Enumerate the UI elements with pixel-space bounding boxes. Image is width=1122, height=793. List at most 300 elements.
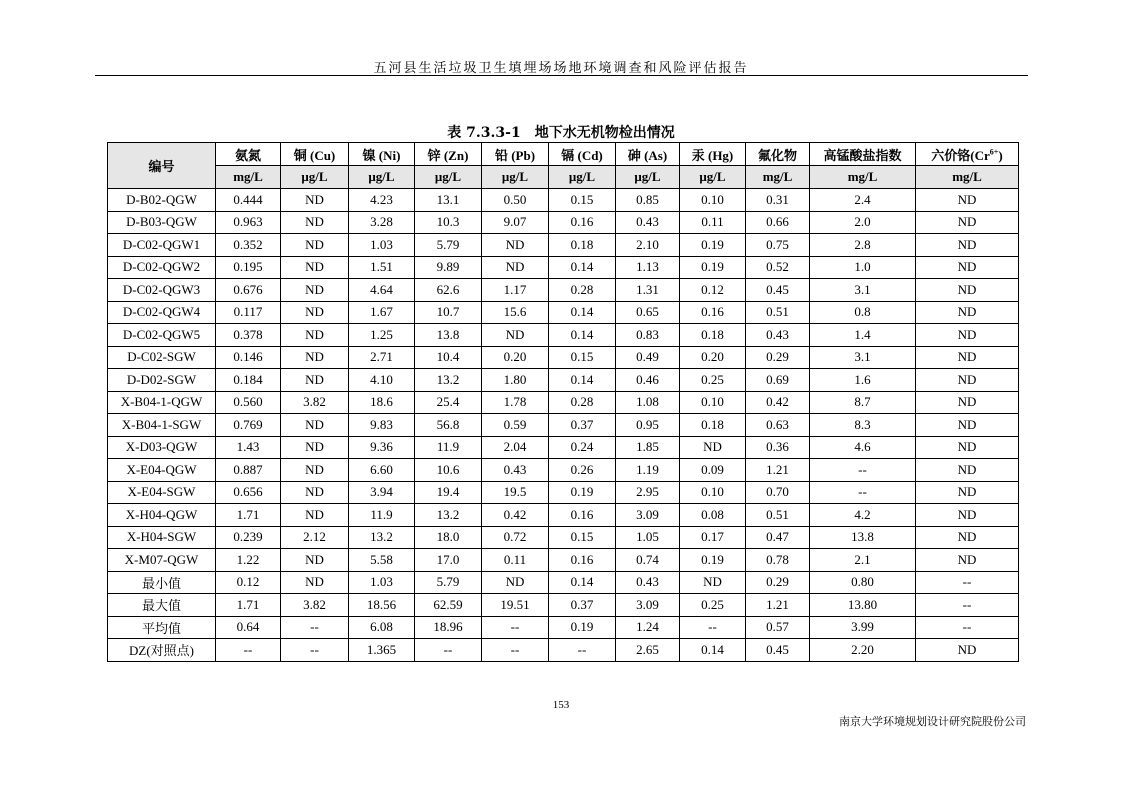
value-cell: 0.19 bbox=[549, 481, 616, 504]
value-cell: 1.03 bbox=[349, 234, 415, 257]
value-cell: 0.95 bbox=[616, 414, 680, 437]
column-header-unit: μg/L bbox=[680, 166, 746, 189]
column-header-unit: μg/L bbox=[281, 166, 349, 189]
column-name-text: 锌 (Zn) bbox=[427, 147, 469, 163]
column-name-text: 六价铬(Cr bbox=[931, 147, 990, 163]
column-name-text: 汞 (Hg) bbox=[691, 147, 734, 163]
value-cell: 25.4 bbox=[415, 391, 482, 414]
value-cell: 1.67 bbox=[349, 301, 415, 324]
document-header-title: 五河县生活垃圾卫生填埋场场地环境调查和风险评估报告 bbox=[373, 61, 749, 76]
value-cell: 0.72 bbox=[482, 526, 549, 549]
value-cell: 0.37 bbox=[549, 414, 616, 437]
value-cell: 0.15 bbox=[549, 346, 616, 369]
column-header-unit: mg/L bbox=[216, 166, 281, 189]
value-cell: 3.09 bbox=[616, 504, 680, 527]
value-cell: ND bbox=[916, 301, 1019, 324]
value-cell: 18.0 bbox=[415, 526, 482, 549]
table-row bbox=[108, 571, 1019, 594]
value-cell: 0.37 bbox=[549, 594, 616, 617]
sample-id-cell: 最大值 bbox=[108, 594, 216, 617]
value-cell: ND bbox=[281, 481, 349, 504]
value-cell: 0.20 bbox=[680, 346, 746, 369]
column-header-name bbox=[810, 143, 916, 166]
value-cell: 19.5 bbox=[482, 481, 549, 504]
value-cell: ND bbox=[281, 549, 349, 572]
value-cell: 5.58 bbox=[349, 549, 415, 572]
value-cell: ND bbox=[281, 324, 349, 347]
value-cell: 1.24 bbox=[616, 616, 680, 639]
value-cell: 9.36 bbox=[349, 436, 415, 459]
column-header-name bbox=[281, 143, 349, 166]
value-cell: 13.80 bbox=[810, 594, 916, 617]
column-name-text: 铅 (Pb) bbox=[494, 147, 536, 163]
column-header-id: 编号 bbox=[108, 143, 216, 189]
table-row bbox=[108, 459, 1019, 482]
value-cell: ND bbox=[916, 369, 1019, 392]
value-cell: 0.47 bbox=[746, 526, 810, 549]
value-cell: ND bbox=[281, 571, 349, 594]
value-cell: 13.2 bbox=[415, 504, 482, 527]
sample-id-cell: D-B03-QGW bbox=[108, 211, 216, 234]
value-cell: ND bbox=[916, 459, 1019, 482]
value-cell: ND bbox=[281, 279, 349, 302]
value-cell: -- bbox=[482, 616, 549, 639]
column-header-unit: μg/L bbox=[482, 166, 549, 189]
value-cell: 56.8 bbox=[415, 414, 482, 437]
value-cell: 4.23 bbox=[349, 189, 415, 212]
table-row bbox=[108, 391, 1019, 414]
sample-id-cell: D-C02-QGW5 bbox=[108, 324, 216, 347]
sample-id-cell: X-H04-QGW bbox=[108, 504, 216, 527]
value-cell: 0.63 bbox=[746, 414, 810, 437]
value-cell: 13.1 bbox=[415, 189, 482, 212]
column-header-name bbox=[680, 143, 746, 166]
table-row bbox=[108, 256, 1019, 279]
value-cell: 1.71 bbox=[216, 504, 281, 527]
value-cell: ND bbox=[482, 234, 549, 257]
value-cell: ND bbox=[680, 571, 746, 594]
table-row bbox=[108, 324, 1019, 347]
value-cell: 0.29 bbox=[746, 571, 810, 594]
value-cell: 10.6 bbox=[415, 459, 482, 482]
value-cell: 0.20 bbox=[482, 346, 549, 369]
value-cell: 0.24 bbox=[549, 436, 616, 459]
table-row bbox=[108, 639, 1019, 662]
value-cell: 0.36 bbox=[746, 436, 810, 459]
column-header-unit: mg/L bbox=[746, 166, 810, 189]
sample-id-cell: X-B04-1-QGW bbox=[108, 391, 216, 414]
value-cell: 0.29 bbox=[746, 346, 810, 369]
value-cell: 0.14 bbox=[549, 571, 616, 594]
value-cell: 0.16 bbox=[549, 504, 616, 527]
value-cell: ND bbox=[281, 211, 349, 234]
value-cell: 0.14 bbox=[549, 324, 616, 347]
value-cell: -- bbox=[216, 639, 281, 662]
value-cell: 0.10 bbox=[680, 391, 746, 414]
value-cell: 9.89 bbox=[415, 256, 482, 279]
value-cell: 3.82 bbox=[281, 391, 349, 414]
value-cell: 2.95 bbox=[616, 481, 680, 504]
value-cell: ND bbox=[916, 526, 1019, 549]
value-cell: 0.14 bbox=[549, 369, 616, 392]
value-cell: 1.0 bbox=[810, 256, 916, 279]
value-cell: ND bbox=[916, 436, 1019, 459]
value-cell: 0.444 bbox=[216, 189, 281, 212]
value-cell: 5.79 bbox=[415, 571, 482, 594]
value-cell: 1.25 bbox=[349, 324, 415, 347]
table-row bbox=[108, 279, 1019, 302]
column-header-unit: μg/L bbox=[415, 166, 482, 189]
value-cell: 1.4 bbox=[810, 324, 916, 347]
value-cell: -- bbox=[281, 639, 349, 662]
value-cell: 0.28 bbox=[549, 391, 616, 414]
value-cell: 0.75 bbox=[746, 234, 810, 257]
value-cell: ND bbox=[281, 301, 349, 324]
value-cell: 0.14 bbox=[549, 256, 616, 279]
sample-id-cell: X-M07-QGW bbox=[108, 549, 216, 572]
value-cell: 1.6 bbox=[810, 369, 916, 392]
value-cell: 1.05 bbox=[616, 526, 680, 549]
column-header-name bbox=[549, 143, 616, 166]
value-cell: 1.43 bbox=[216, 436, 281, 459]
value-cell: 0.12 bbox=[680, 279, 746, 302]
value-cell: 0.80 bbox=[810, 571, 916, 594]
header-row-units bbox=[108, 166, 1019, 189]
value-cell: 1.21 bbox=[746, 594, 810, 617]
sample-id-cell: X-E04-QGW bbox=[108, 459, 216, 482]
sample-id-cell: D-C02-QGW2 bbox=[108, 256, 216, 279]
value-cell: ND bbox=[916, 549, 1019, 572]
value-cell: 9.07 bbox=[482, 211, 549, 234]
value-cell: 2.0 bbox=[810, 211, 916, 234]
value-cell: 2.20 bbox=[810, 639, 916, 662]
value-cell: 8.7 bbox=[810, 391, 916, 414]
column-name-text: 砷 (As) bbox=[627, 147, 668, 163]
value-cell: 0.50 bbox=[482, 189, 549, 212]
value-cell: ND bbox=[281, 504, 349, 527]
table-row bbox=[108, 594, 1019, 617]
sample-id-cell: X-B04-1-SGW bbox=[108, 414, 216, 437]
value-cell: 0.28 bbox=[549, 279, 616, 302]
value-cell: 3.99 bbox=[810, 616, 916, 639]
sample-id-cell: D-B02-QGW bbox=[108, 189, 216, 212]
value-cell: ND bbox=[281, 414, 349, 437]
value-cell: 62.59 bbox=[415, 594, 482, 617]
value-cell: -- bbox=[482, 639, 549, 662]
value-cell: 0.12 bbox=[216, 571, 281, 594]
value-cell: 3.94 bbox=[349, 481, 415, 504]
value-cell: 0.51 bbox=[746, 504, 810, 527]
sample-id-cell: X-D03-QGW bbox=[108, 436, 216, 459]
groundwater-inorganic-table bbox=[107, 142, 1019, 662]
value-cell: 0.10 bbox=[680, 189, 746, 212]
value-cell: ND bbox=[281, 436, 349, 459]
value-cell: 0.19 bbox=[680, 256, 746, 279]
table-row bbox=[108, 211, 1019, 234]
value-cell: ND bbox=[482, 256, 549, 279]
value-cell: ND bbox=[281, 234, 349, 257]
value-cell: 13.2 bbox=[415, 369, 482, 392]
value-cell: 0.78 bbox=[746, 549, 810, 572]
value-cell: 0.66 bbox=[746, 211, 810, 234]
value-cell: 19.4 bbox=[415, 481, 482, 504]
value-cell: 3.28 bbox=[349, 211, 415, 234]
table-row bbox=[108, 549, 1019, 572]
footer-company: 南京大学环境规划设计研究院股份公司 bbox=[839, 715, 1026, 728]
value-cell: 18.6 bbox=[349, 391, 415, 414]
value-cell: 0.42 bbox=[482, 504, 549, 527]
value-cell: 1.13 bbox=[616, 256, 680, 279]
table-row bbox=[108, 234, 1019, 257]
value-cell: 0.08 bbox=[680, 504, 746, 527]
value-cell: ND bbox=[916, 279, 1019, 302]
value-cell: -- bbox=[810, 459, 916, 482]
header-rule bbox=[95, 75, 1028, 76]
page-number: 153 bbox=[552, 699, 570, 711]
value-cell: ND bbox=[916, 391, 1019, 414]
value-cell: 18.96 bbox=[415, 616, 482, 639]
column-name-suffix: ) bbox=[998, 147, 1003, 163]
value-cell: 2.04 bbox=[482, 436, 549, 459]
table-row bbox=[108, 346, 1019, 369]
value-cell: -- bbox=[916, 571, 1019, 594]
column-name-text: 镉 (Cd) bbox=[561, 147, 603, 163]
table-body bbox=[108, 189, 1019, 662]
value-cell: 0.52 bbox=[746, 256, 810, 279]
table-caption: 表 7.3.3-1 地下水无机物检出情况 bbox=[447, 125, 675, 141]
value-cell: -- bbox=[916, 616, 1019, 639]
sample-id-cell: 最小值 bbox=[108, 571, 216, 594]
column-name-superscript: 6+ bbox=[989, 147, 999, 157]
value-cell: -- bbox=[281, 616, 349, 639]
value-cell: 2.10 bbox=[616, 234, 680, 257]
value-cell: 0.19 bbox=[549, 616, 616, 639]
value-cell: 11.9 bbox=[349, 504, 415, 527]
value-cell: ND bbox=[482, 324, 549, 347]
value-cell: ND bbox=[916, 256, 1019, 279]
value-cell: 2.1 bbox=[810, 549, 916, 572]
value-cell: 0.43 bbox=[616, 571, 680, 594]
value-cell: 0.16 bbox=[549, 549, 616, 572]
table-row bbox=[108, 481, 1019, 504]
value-cell: 0.25 bbox=[680, 369, 746, 392]
column-name-text: 氟化物 bbox=[757, 147, 797, 163]
value-cell: 1.19 bbox=[616, 459, 680, 482]
value-cell: 0.43 bbox=[482, 459, 549, 482]
value-cell: 5.79 bbox=[415, 234, 482, 257]
value-cell: 1.03 bbox=[349, 571, 415, 594]
value-cell: 0.14 bbox=[549, 301, 616, 324]
value-cell: 0.18 bbox=[680, 414, 746, 437]
value-cell: ND bbox=[916, 504, 1019, 527]
column-header-name bbox=[916, 143, 1019, 166]
value-cell: 0.43 bbox=[616, 211, 680, 234]
value-cell: -- bbox=[916, 594, 1019, 617]
value-cell: 0.57 bbox=[746, 616, 810, 639]
column-header-name bbox=[349, 143, 415, 166]
value-cell: 0.352 bbox=[216, 234, 281, 257]
value-cell: 0.378 bbox=[216, 324, 281, 347]
value-cell: 0.51 bbox=[746, 301, 810, 324]
value-cell: ND bbox=[916, 189, 1019, 212]
value-cell: 4.64 bbox=[349, 279, 415, 302]
value-cell: ND bbox=[916, 481, 1019, 504]
value-cell: 3.09 bbox=[616, 594, 680, 617]
value-cell: 13.2 bbox=[349, 526, 415, 549]
sample-id-cell: X-H04-SGW bbox=[108, 526, 216, 549]
table-row bbox=[108, 189, 1019, 212]
value-cell: 0.42 bbox=[746, 391, 810, 414]
value-cell: 0.45 bbox=[746, 279, 810, 302]
value-cell: 1.31 bbox=[616, 279, 680, 302]
column-header-unit: mg/L bbox=[810, 166, 916, 189]
value-cell: -- bbox=[810, 481, 916, 504]
value-cell: ND bbox=[281, 189, 349, 212]
value-cell: 0.18 bbox=[680, 324, 746, 347]
value-cell: ND bbox=[916, 346, 1019, 369]
value-cell: 0.25 bbox=[680, 594, 746, 617]
value-cell: 0.70 bbox=[746, 481, 810, 504]
value-cell: 4.6 bbox=[810, 436, 916, 459]
value-cell: 4.10 bbox=[349, 369, 415, 392]
value-cell: 3.82 bbox=[281, 594, 349, 617]
value-cell: ND bbox=[916, 639, 1019, 662]
value-cell: 1.78 bbox=[482, 391, 549, 414]
value-cell: -- bbox=[680, 616, 746, 639]
sample-id-cell: D-D02-SGW bbox=[108, 369, 216, 392]
value-cell: 0.16 bbox=[549, 211, 616, 234]
value-cell: ND bbox=[916, 211, 1019, 234]
value-cell: 0.15 bbox=[549, 526, 616, 549]
table-row bbox=[108, 526, 1019, 549]
value-cell: ND bbox=[916, 414, 1019, 437]
value-cell: 0.19 bbox=[680, 234, 746, 257]
column-name-text: 铜 (Cu) bbox=[293, 147, 336, 163]
value-cell: 0.69 bbox=[746, 369, 810, 392]
value-cell: 0.8 bbox=[810, 301, 916, 324]
value-cell: 4.2 bbox=[810, 504, 916, 527]
value-cell: 0.560 bbox=[216, 391, 281, 414]
value-cell: 1.80 bbox=[482, 369, 549, 392]
value-cell: -- bbox=[415, 639, 482, 662]
value-cell: 0.117 bbox=[216, 301, 281, 324]
value-cell: 11.9 bbox=[415, 436, 482, 459]
column-header-name bbox=[482, 143, 549, 166]
value-cell: 8.3 bbox=[810, 414, 916, 437]
value-cell: 10.7 bbox=[415, 301, 482, 324]
value-cell: 6.08 bbox=[349, 616, 415, 639]
sample-id-cell: 平均值 bbox=[108, 616, 216, 639]
column-header-name bbox=[415, 143, 482, 166]
value-cell: 0.14 bbox=[680, 639, 746, 662]
table-row bbox=[108, 616, 1019, 639]
value-cell: 2.12 bbox=[281, 526, 349, 549]
value-cell: 0.83 bbox=[616, 324, 680, 347]
table-container bbox=[107, 142, 1019, 662]
column-name-text: 镍 (Ni) bbox=[362, 147, 401, 163]
column-header-unit: μg/L bbox=[616, 166, 680, 189]
value-cell: ND bbox=[281, 256, 349, 279]
value-cell: ND bbox=[916, 234, 1019, 257]
table-row bbox=[108, 436, 1019, 459]
value-cell: ND bbox=[916, 324, 1019, 347]
value-cell: 18.56 bbox=[349, 594, 415, 617]
column-header-unit: μg/L bbox=[549, 166, 616, 189]
value-cell: 0.43 bbox=[746, 324, 810, 347]
table-row bbox=[108, 414, 1019, 437]
column-header-name bbox=[746, 143, 810, 166]
value-cell: 0.31 bbox=[746, 189, 810, 212]
value-cell: 0.17 bbox=[680, 526, 746, 549]
value-cell: 0.09 bbox=[680, 459, 746, 482]
value-cell: 1.71 bbox=[216, 594, 281, 617]
value-cell: 0.146 bbox=[216, 346, 281, 369]
value-cell: 1.85 bbox=[616, 436, 680, 459]
header-row-names bbox=[108, 143, 1019, 166]
value-cell: 0.19 bbox=[680, 549, 746, 572]
value-cell: 1.21 bbox=[746, 459, 810, 482]
value-cell: 13.8 bbox=[415, 324, 482, 347]
value-cell: 0.85 bbox=[616, 189, 680, 212]
value-cell: 0.11 bbox=[482, 549, 549, 572]
value-cell: 0.15 bbox=[549, 189, 616, 212]
value-cell: 0.49 bbox=[616, 346, 680, 369]
value-cell: 0.74 bbox=[616, 549, 680, 572]
value-cell: ND bbox=[281, 346, 349, 369]
value-cell: 6.60 bbox=[349, 459, 415, 482]
value-cell: 10.4 bbox=[415, 346, 482, 369]
sample-id-cell: DZ(对照点) bbox=[108, 639, 216, 662]
sample-id-cell: X-E04-SGW bbox=[108, 481, 216, 504]
value-cell: 0.963 bbox=[216, 211, 281, 234]
value-cell: 0.18 bbox=[549, 234, 616, 257]
value-cell: 2.71 bbox=[349, 346, 415, 369]
table-row bbox=[108, 301, 1019, 324]
value-cell: 1.22 bbox=[216, 549, 281, 572]
value-cell: 1.17 bbox=[482, 279, 549, 302]
sample-id-cell: D-C02-QGW4 bbox=[108, 301, 216, 324]
column-header-unit: mg/L bbox=[916, 166, 1019, 189]
value-cell: 0.59 bbox=[482, 414, 549, 437]
value-cell: 0.887 bbox=[216, 459, 281, 482]
value-cell: 1.51 bbox=[349, 256, 415, 279]
value-cell: 0.65 bbox=[616, 301, 680, 324]
value-cell: 1.08 bbox=[616, 391, 680, 414]
value-cell: 15.6 bbox=[482, 301, 549, 324]
value-cell: 0.10 bbox=[680, 481, 746, 504]
value-cell: 1.365 bbox=[349, 639, 415, 662]
sample-id-cell: D-C02-SGW bbox=[108, 346, 216, 369]
column-header-name bbox=[216, 143, 281, 166]
value-cell: 0.676 bbox=[216, 279, 281, 302]
value-cell: 0.184 bbox=[216, 369, 281, 392]
value-cell: 0.769 bbox=[216, 414, 281, 437]
value-cell: ND bbox=[680, 436, 746, 459]
value-cell: 13.8 bbox=[810, 526, 916, 549]
value-cell: 2.8 bbox=[810, 234, 916, 257]
value-cell: 0.46 bbox=[616, 369, 680, 392]
table-row bbox=[108, 369, 1019, 392]
value-cell: ND bbox=[482, 571, 549, 594]
value-cell: 62.6 bbox=[415, 279, 482, 302]
column-header-unit: μg/L bbox=[349, 166, 415, 189]
value-cell: 10.3 bbox=[415, 211, 482, 234]
value-cell: 17.0 bbox=[415, 549, 482, 572]
value-cell: 0.195 bbox=[216, 256, 281, 279]
value-cell: 3.1 bbox=[810, 346, 916, 369]
value-cell: ND bbox=[281, 459, 349, 482]
table-row bbox=[108, 504, 1019, 527]
